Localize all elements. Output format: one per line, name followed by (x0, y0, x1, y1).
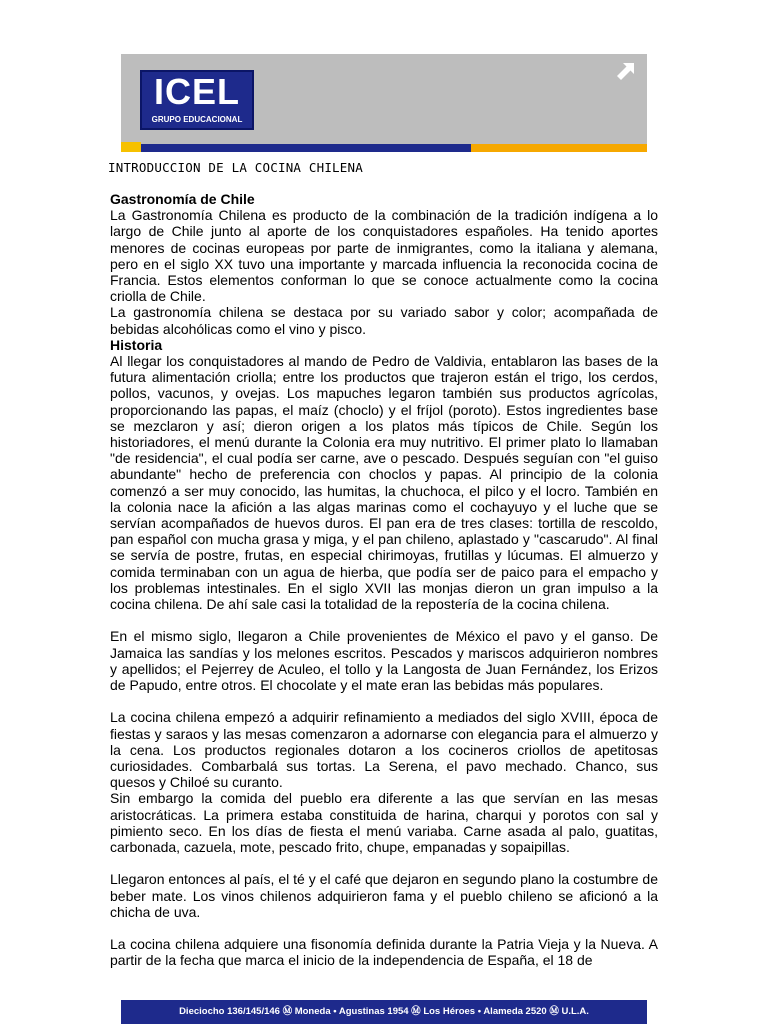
orange-stripe (471, 144, 647, 152)
document-title: INTRODUCCION DE LA COCINA CHILENA (108, 160, 363, 175)
logo-text: ICEL (153, 71, 240, 112)
section-heading-gastronomia: Gastronomía de Chile (110, 191, 255, 207)
footer-address-bar: Dieciocho 136/145/146 Ⓜ Moneda • Agustinas 1954 Ⓜ Los Héroes • Alameda 2520 Ⓜ U.L.A. (121, 1000, 647, 1024)
yellow-stripe (121, 142, 141, 152)
paragraph: La gastronomía chilena se destaca por su variado sabor y color; acompañada de bebidas alcohólicas como el vino y pisco. (110, 304, 658, 337)
blue-stripe (141, 144, 471, 152)
header-banner (121, 54, 647, 152)
paragraph: La cocina chilena adquiere una fisonomía definida durante la Patria Vieja y la Nueva. A partir de la fecha que marca el inicio de la independencia de España, el 18 de (110, 936, 658, 969)
paragraph: Al llegar los conquistadores al mando de Pedro de Valdivia, entablaron las bases de la futura alimentación criolla; entre los productos que trajeron están el trigo, los cerdos, pollos, vacunos, y ovejas. Los mapuches legaron también sus productos agrícolas, proporcionando las papas, el maíz (choclo) y el fríjol (poroto). Estos ingredientes base se mezclaron y así; dieron origen a los platos más típicos de Chile. Según los historiadores, el menú durante la Colonia era muy nutritivo. El primer plato lo llamaban "de residencia", el cual podía ser carne, ave o pescado. Después seguían con "el guiso abundante" hecho de preferencia con choclos y papas. Al principio de la colonia comenzó a ser muy conocido, las humitas, la chuchoca, el pilco y el locro. También en la colonia nace la afición a las algas marinas como el cochayuyo y el luche que se servían acompañados de huevos duros. El pan era de tres clases: tortilla de rescoldo, pan español con mucha grasa y miga, y el pan chileno, aplastado y "cascarudo". Al final se servía de postre, frutas, en especial chirimoyas, frutillas y lúcumas. El almuerzo y comida terminaban con un agua de hierba, que podía ser de paico para el empacho y los problemas intestinales. En el siglo XVII las monjas dieron un gran impulso a la cocina chilena. De ahí sale casi la totalidad de la repostería de la cocina chilena. (110, 353, 658, 613)
icel-logo (140, 70, 254, 130)
paragraph: En el mismo siglo, llegaron a Chile provenientes de México el pavo y el ganso. De Jamaica las sandías y los melones escritos. Pescados y mariscos adquirieron nombres y apellidos; el Pejerrey de Aculeo, el tollo y la Langosta de Juan Fernández, los Erizos de Papudo, entre otros. El chocolate y el mate eran las bebidas más populares. (110, 628, 658, 694)
paragraph: Sin embargo la comida del pueblo era diferente a las que servían en las mesas aristocráticas. La primera estaba constituida de harina, charqui y porotos con sal y pimiento seco. En los días de fiesta el menú variaba. Carne asada al palo, guatitas, carbonada, cazuela, mote, pescado frito, chupe, empanadas y sopaipillas. (110, 790, 658, 856)
document-body (110, 191, 658, 969)
logo-subtitle: GRUPO EDUCACIONAL (151, 115, 243, 124)
paragraph: La Gastronomía Chilena es producto de la combinación de la tradición indígena a lo largo de Chile junto al aporte de los conquistadores españoles. Ha tenido aportes menores de cocinas europeas por parte de inmigrantes, como la italiana y alemana, pero en el siglo XX tuvo una importante y marcada influencia la reconocida cocina de Francia. Estos elementos conforman lo que se conoce actualmente como la cocina criolla de Chile. (110, 207, 658, 305)
paragraph: Llegaron entonces al país, el té y el café que dejaron en segundo plano la costumbre de beber mate. Los vinos chilenos adquirieron fama y el pueblo chileno se aficionó a la chicha de uva. (110, 871, 658, 920)
arrow-up-right-icon (615, 60, 637, 82)
paragraph: La cocina chilena empezó a adquirir refinamiento a mediados del siglo XVIII, época de fiestas y saraos y las mesas comenzaron a adornarse con elegancia para el almuerzo y la cena. Los productos regionales dotaron a los cocineros criollos de apetitosas curiosidades. Combarbalá sus tortas. La Serena, el pavo mechado. Chanco, sus quesos y Chiloé su curanto. (110, 709, 658, 791)
section-heading-historia: Historia (110, 336, 163, 353)
